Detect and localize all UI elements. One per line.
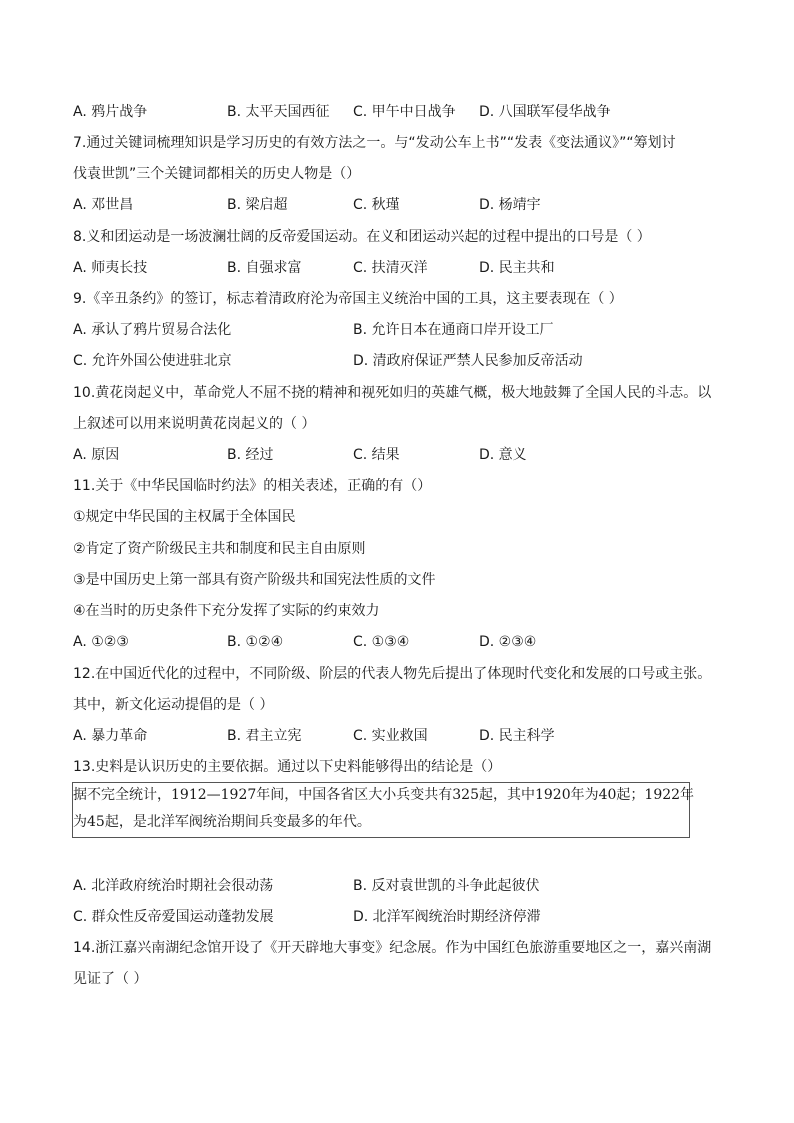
q11-stem-line1: 11.关于《中华民国临时约法》的相关表述，正确的有（） bbox=[73, 478, 432, 494]
q9-option-d[interactable]: D. 清政府保证严禁人民参加反帝活动 bbox=[353, 353, 583, 369]
q8-option-c[interactable]: C. 扶清灭洋 bbox=[353, 260, 428, 276]
q9-stem-line1: 9.《辛丑条约》的签订，标志着清政府沦为帝国主义统治中国的工具，这主要表现在（ ） bbox=[73, 291, 623, 307]
q11-item-2: ②肯定了资产阶级民主共和制度和民主自由原则 bbox=[73, 541, 366, 557]
q8-stem-line1: 8.义和团运动是一场波澜壮阔的反帝爱国运动。在义和团运动兴起的过程中提出的口号是（ ） bbox=[73, 229, 651, 245]
q9-option-a[interactable]: A. 承认了鸦片贸易合法化 bbox=[73, 322, 232, 338]
q10-options bbox=[73, 445, 733, 465]
q6-option-d[interactable]: D. 八国联军侵华战争 bbox=[479, 104, 611, 120]
q9-options-row2 bbox=[73, 351, 733, 371]
q13-stem-line1: 13.史料是认识历史的主要依据。通过以下史料能够得出的结论是（） bbox=[73, 759, 502, 775]
q13-source-line1: 据不完全统计，1912—1927年间，中国各省区大小兵变共有325起，其中1920年为40起；1922年 bbox=[73, 787, 695, 803]
q9-options-row1 bbox=[73, 320, 733, 340]
q6-option-c[interactable]: C. 甲午中日战争 bbox=[353, 104, 456, 120]
q13-source-line2: 为45起，是北洋军阀统治期间兵变最多的年代。 bbox=[73, 814, 371, 830]
q13-option-b[interactable]: B. 反对袁世凯的斗争此起彼伏 bbox=[353, 878, 540, 894]
q12-option-c[interactable]: C. 实业救国 bbox=[353, 728, 428, 744]
q14-stem-line2: 见证了（ ） bbox=[73, 971, 148, 987]
q11-item-4: ④在当时的历史条件下充分发挥了实际的约束效力 bbox=[73, 603, 380, 619]
q11-option-b[interactable]: B. ①②④ bbox=[227, 634, 284, 650]
q13-option-d[interactable]: D. 北洋军阀统治时期经济停滞 bbox=[353, 909, 541, 925]
q14-stem-line1: 14.浙江嘉兴南湖纪念馆开设了《开天辟地大事变》纪念展。作为中国红色旅游重要地区之一，嘉兴南湖 bbox=[73, 940, 712, 956]
q6-options bbox=[73, 102, 733, 122]
q8-option-a[interactable]: A. 师夷长技 bbox=[73, 260, 148, 276]
q12-option-b[interactable]: B. 君主立宪 bbox=[227, 728, 302, 744]
q11-item-3: ③是中国历史上第一部具有资产阶级共和国宪法性质的文件 bbox=[73, 572, 436, 588]
q11-option-c[interactable]: C. ①③④ bbox=[353, 634, 410, 650]
q13-option-c[interactable]: C. 群众性反帝爱国运动蓬勃发展 bbox=[73, 909, 274, 925]
q13-source-box bbox=[72, 782, 695, 838]
q12-stem-line2: 其中，新文化运动提倡的是（ ） bbox=[73, 697, 274, 713]
q7-option-b[interactable]: B. 梁启超 bbox=[227, 197, 288, 213]
q12-option-d[interactable]: D. 民主科学 bbox=[479, 728, 555, 744]
q10-option-c[interactable]: C. 结果 bbox=[353, 447, 400, 463]
q13-options-row1 bbox=[73, 876, 733, 896]
q6-option-b[interactable]: B. 太平天国西征 bbox=[227, 104, 330, 120]
q10-option-d[interactable]: D. 意义 bbox=[479, 447, 527, 463]
q8-option-b[interactable]: B. 自强求富 bbox=[227, 260, 302, 276]
q9-option-b[interactable]: B. 允许日本在通商口岸开设工厂 bbox=[353, 322, 554, 338]
q7-option-d[interactable]: D. 杨靖宇 bbox=[479, 197, 541, 213]
q10-stem-line1: 10.黄花岗起义中，革命党人不屈不挠的精神和视死如归的英雄气概，极大地鼓舞了全国人民的斗志。以 bbox=[73, 385, 712, 401]
q11-option-d[interactable]: D. ②③④ bbox=[479, 634, 537, 650]
q7-stem-line1: 7.通过关键词梳理知识是学习历史的有效方法之一。与“发动公车上书”“发表《变法通议》”“筹划讨 bbox=[73, 135, 676, 151]
q10-stem-line2: 上叙述可以用来说明黄花岗起义的（ ） bbox=[73, 416, 316, 432]
q10-option-a[interactable]: A. 原因 bbox=[73, 447, 120, 463]
q11-option-a[interactable]: A. ①②③ bbox=[73, 634, 129, 650]
q8-option-d[interactable]: D. 民主共和 bbox=[479, 260, 555, 276]
q12-options bbox=[73, 726, 733, 746]
q12-option-a[interactable]: A. 暴力革命 bbox=[73, 728, 148, 744]
q9-option-c[interactable]: C. 允许外国公使进驻北京 bbox=[73, 353, 232, 369]
q11-options bbox=[73, 632, 733, 652]
q7-stem-line2: 伐袁世凯”三个关键词都相关的历史人物是（） bbox=[73, 166, 361, 182]
q10-option-b[interactable]: B. 经过 bbox=[227, 447, 274, 463]
q13-options-row2 bbox=[73, 907, 733, 927]
q11-item-1: ①规定中华民国的主权属于全体国民 bbox=[73, 509, 296, 525]
q7-option-c[interactable]: C. 秋瑾 bbox=[353, 197, 400, 213]
q8-options bbox=[73, 258, 733, 278]
q12-stem-line1: 12.在中国近代化的过程中，不同阶级、阶层的代表人物先后提出了体现时代变化和发展的口号或主张。 bbox=[73, 666, 712, 682]
q6-option-a[interactable]: A. 鸦片战争 bbox=[73, 104, 148, 120]
q13-option-a[interactable]: A. 北洋政府统治时期社会很动荡 bbox=[73, 878, 274, 894]
q7-options bbox=[73, 195, 733, 215]
q7-option-a[interactable]: A. 邓世昌 bbox=[73, 197, 134, 213]
